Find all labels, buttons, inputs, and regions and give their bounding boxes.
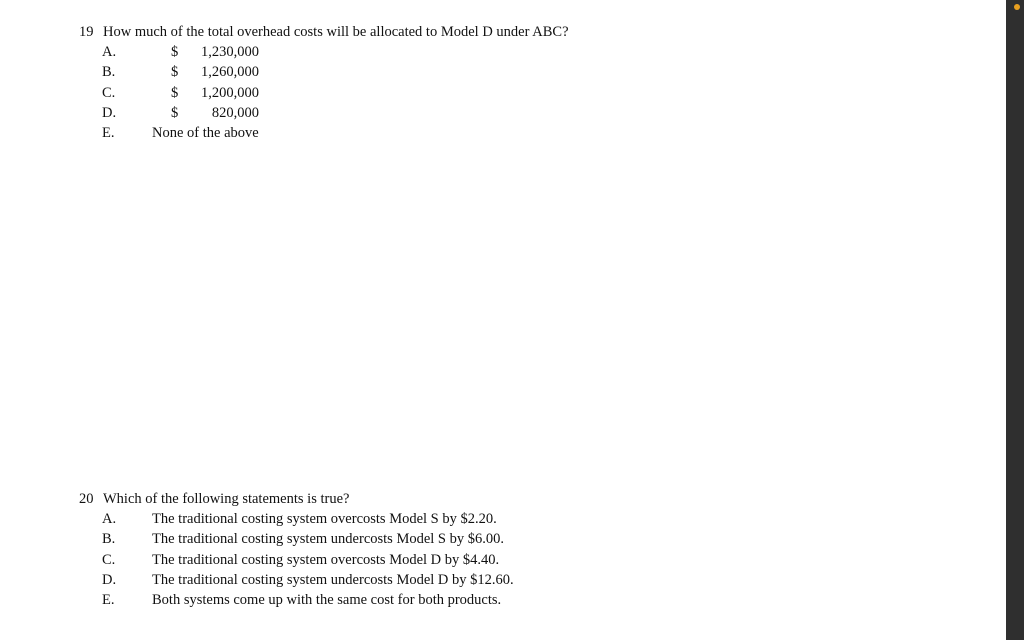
option-letter: E. (102, 125, 115, 142)
option-text: The traditional costing system undercosts Model D by $12.60. (152, 571, 514, 588)
option-text: The traditional costing system undercosts Model S by $6.00. (152, 531, 504, 548)
question-19 (79, 22, 979, 143)
option-currency: $ (171, 104, 179, 121)
question-19-stem (79, 22, 979, 42)
question-20 (79, 489, 979, 610)
option-letter: A. (102, 511, 117, 527)
option-letter: D. (102, 571, 117, 588)
option-a (79, 42, 979, 62)
option-currency: $ (171, 44, 179, 60)
option-amount: 1,230,000 (201, 44, 259, 60)
option-amount: 1,260,000 (201, 64, 259, 81)
option-a (79, 509, 979, 529)
option-letter: B. (102, 531, 116, 548)
option-b (79, 62, 979, 82)
option-letter: C. (102, 551, 116, 568)
option-c (79, 550, 979, 570)
option-letter: B. (102, 64, 116, 81)
option-amount: 1,200,000 (201, 84, 259, 101)
option-letter: E. (102, 592, 115, 609)
question-number: 19 (79, 24, 94, 40)
question-text: How much of the total overhead costs will be allocated to Model D under ABC? (103, 24, 569, 40)
option-letter: A. (102, 44, 117, 60)
question-20-stem (79, 489, 979, 509)
option-currency: $ (171, 64, 179, 81)
question-text: Which of the following statements is true? (103, 491, 350, 507)
option-text: Both systems come up with the same cost for both products. (152, 592, 502, 609)
option-letter: C. (102, 84, 116, 101)
option-text: The traditional costing system overcosts Model D by $4.40. (152, 551, 500, 568)
option-e (79, 590, 979, 610)
option-amount: 820,000 (211, 104, 259, 121)
option-e (79, 123, 979, 143)
option-b (79, 529, 979, 549)
question-number: 20 (79, 491, 94, 507)
option-text: The traditional costing system overcosts Model S by $2.20. (152, 511, 497, 527)
scrollbar-gutter[interactable] (1006, 0, 1024, 640)
option-d (79, 570, 979, 590)
status-indicator-icon (1014, 4, 1020, 10)
option-d (79, 103, 979, 123)
option-currency: $ (171, 84, 179, 101)
option-c (79, 83, 979, 103)
option-text: None of the above (152, 125, 259, 142)
option-letter: D. (102, 104, 117, 121)
